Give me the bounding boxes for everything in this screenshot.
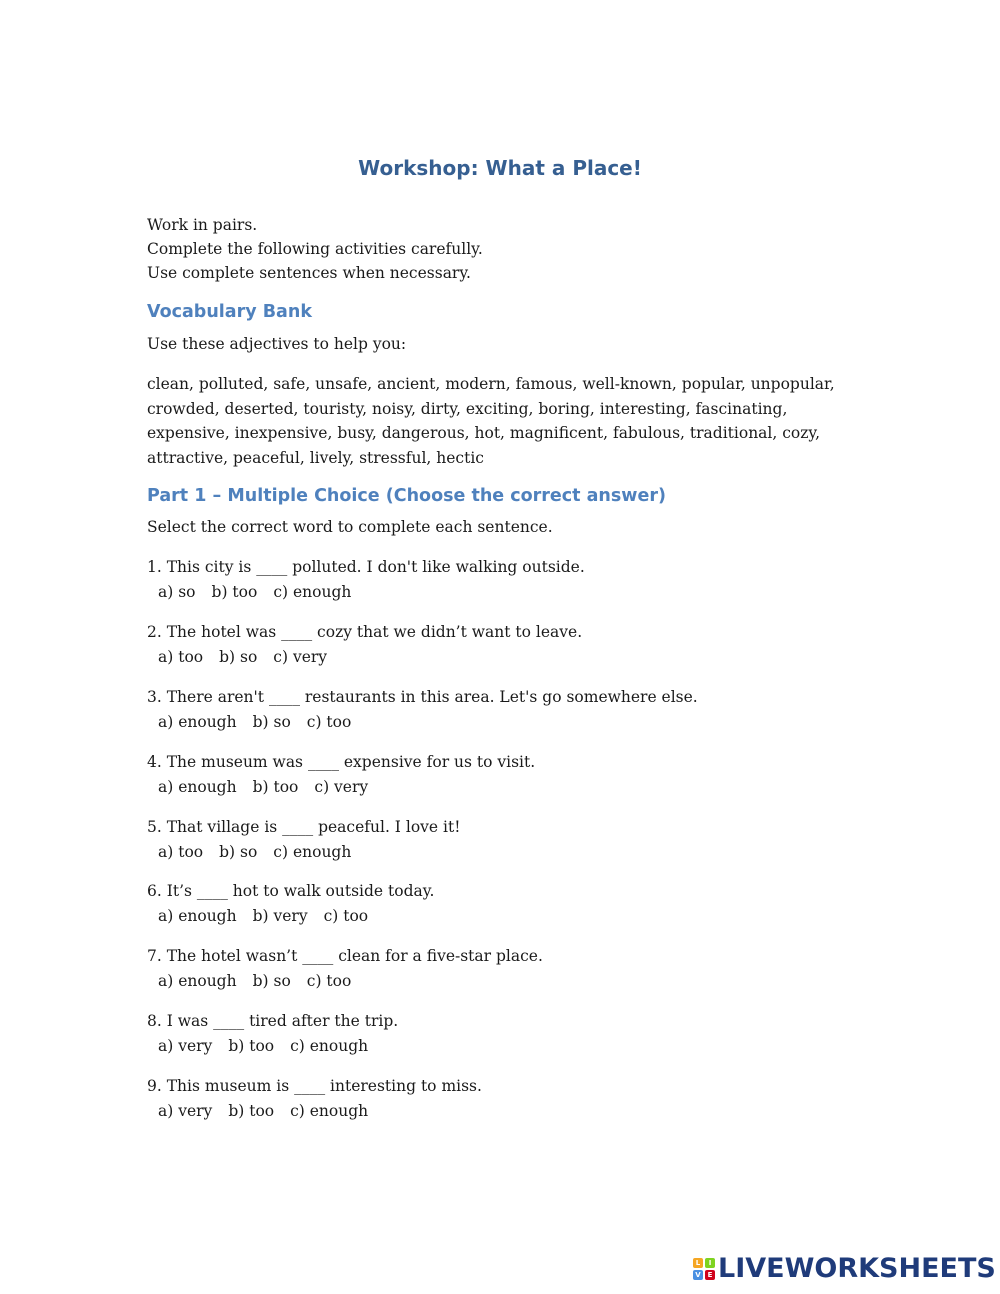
question-item bbox=[147, 750, 535, 799]
question-text: 5. That village is ____ peaceful. I love it! bbox=[147, 818, 461, 836]
answer-option[interactable]: c) enough bbox=[290, 1036, 369, 1055]
answer-option[interactable]: b) so bbox=[219, 842, 258, 861]
question-text: 2. The hotel was ____ cozy that we didn’t want to leave. bbox=[147, 623, 583, 641]
logo-block: L bbox=[693, 1258, 703, 1268]
logo-blocks-icon bbox=[693, 1258, 715, 1280]
question-text: 4. The museum was ____ expensive for us to visit. bbox=[147, 753, 536, 771]
answer-option[interactable]: b) so bbox=[252, 712, 291, 731]
question-text: 9. This museum is ____ interesting to miss. bbox=[147, 1077, 482, 1095]
answer-option[interactable]: b) too bbox=[211, 582, 258, 601]
answer-option[interactable]: a) very bbox=[158, 1036, 213, 1055]
intro-instructions bbox=[147, 213, 483, 285]
intro-line: Use complete sentences when necessary. bbox=[147, 264, 471, 282]
question-text: 3. There aren't ____ restaurants in this area. Let's go somewhere else. bbox=[147, 688, 698, 706]
answer-option[interactable]: b) too bbox=[228, 1036, 275, 1055]
question-item bbox=[147, 1009, 398, 1058]
answer-option[interactable]: c) too bbox=[306, 712, 352, 731]
answer-option[interactable]: a) so bbox=[158, 582, 196, 601]
answer-option[interactable]: c) very bbox=[314, 777, 369, 796]
answer-options bbox=[147, 840, 460, 865]
answer-options bbox=[147, 969, 543, 994]
question-item bbox=[147, 879, 434, 928]
part1-instruction: Select the correct word to complete each sentence. bbox=[147, 518, 553, 536]
logo-text: LIVEWORKSHEETS bbox=[718, 1253, 996, 1284]
answer-option[interactable]: a) enough bbox=[158, 971, 237, 990]
answer-option[interactable]: a) enough bbox=[158, 906, 237, 925]
answer-option[interactable]: c) too bbox=[323, 906, 369, 925]
answer-options bbox=[147, 710, 698, 735]
question-text: 7. The hotel wasn’t ____ clean for a five-star place. bbox=[147, 947, 543, 965]
answer-option[interactable]: b) too bbox=[228, 1101, 275, 1120]
question-text: 8. I was ____ tired after the trip. bbox=[147, 1012, 399, 1030]
answer-option[interactable]: c) very bbox=[273, 647, 328, 666]
answer-options bbox=[147, 1034, 398, 1059]
answer-option[interactable]: a) very bbox=[158, 1101, 213, 1120]
question-item bbox=[147, 685, 698, 734]
question-item bbox=[147, 815, 460, 864]
answer-option[interactable]: a) too bbox=[158, 647, 204, 666]
vocabulary-instruction: Use these adjectives to help you: bbox=[147, 335, 407, 353]
answer-options bbox=[147, 580, 585, 605]
answer-options bbox=[147, 904, 434, 929]
question-text: 6. It’s ____ hot to walk outside today. bbox=[147, 882, 435, 900]
liveworksheets-logo bbox=[693, 1254, 996, 1284]
vocabulary-heading: Vocabulary Bank bbox=[147, 302, 312, 322]
answer-option[interactable]: a) enough bbox=[158, 712, 237, 731]
logo-block: E bbox=[705, 1270, 715, 1280]
question-item bbox=[147, 555, 585, 604]
part1-heading: Part 1 – Multiple Choice (Choose the correct answer) bbox=[147, 486, 666, 506]
question-text: 1. This city is ____ polluted. I don't like walking outside. bbox=[147, 558, 585, 576]
vocabulary-word-list: clean, polluted, safe, unsafe, ancient, modern, famous, well-known, popular, unpopular, crowded, deserted, touristy, noisy, dirty, exciting, boring, interesting, fascinating, expensive, inexpensive, busy, dangerous, hot, magnificent, fabulous, traditional, cozy, attractive, peaceful, lively, stressful, hectic bbox=[147, 375, 835, 467]
intro-line: Complete the following activities carefully. bbox=[147, 240, 483, 258]
question-item bbox=[147, 620, 582, 669]
question-item bbox=[147, 944, 543, 993]
answer-options bbox=[147, 645, 582, 670]
answer-option[interactable]: c) too bbox=[306, 971, 352, 990]
answer-option[interactable]: b) too bbox=[252, 777, 299, 796]
question-item bbox=[147, 1074, 482, 1123]
answer-option[interactable]: b) very bbox=[252, 906, 308, 925]
answer-option[interactable]: a) too bbox=[158, 842, 204, 861]
answer-options bbox=[147, 1099, 482, 1124]
answer-option[interactable]: c) enough bbox=[273, 582, 352, 601]
answer-option[interactable]: a) enough bbox=[158, 777, 237, 796]
intro-line: Work in pairs. bbox=[147, 216, 258, 234]
answer-option[interactable]: c) enough bbox=[290, 1101, 369, 1120]
answer-option[interactable]: b) so bbox=[219, 647, 258, 666]
logo-block: I bbox=[705, 1258, 715, 1268]
answer-option[interactable]: b) so bbox=[252, 971, 291, 990]
page-title: Workshop: What a Place! bbox=[358, 156, 642, 180]
answer-option[interactable]: c) enough bbox=[273, 842, 352, 861]
logo-block: V bbox=[693, 1270, 703, 1280]
answer-options bbox=[147, 775, 535, 800]
